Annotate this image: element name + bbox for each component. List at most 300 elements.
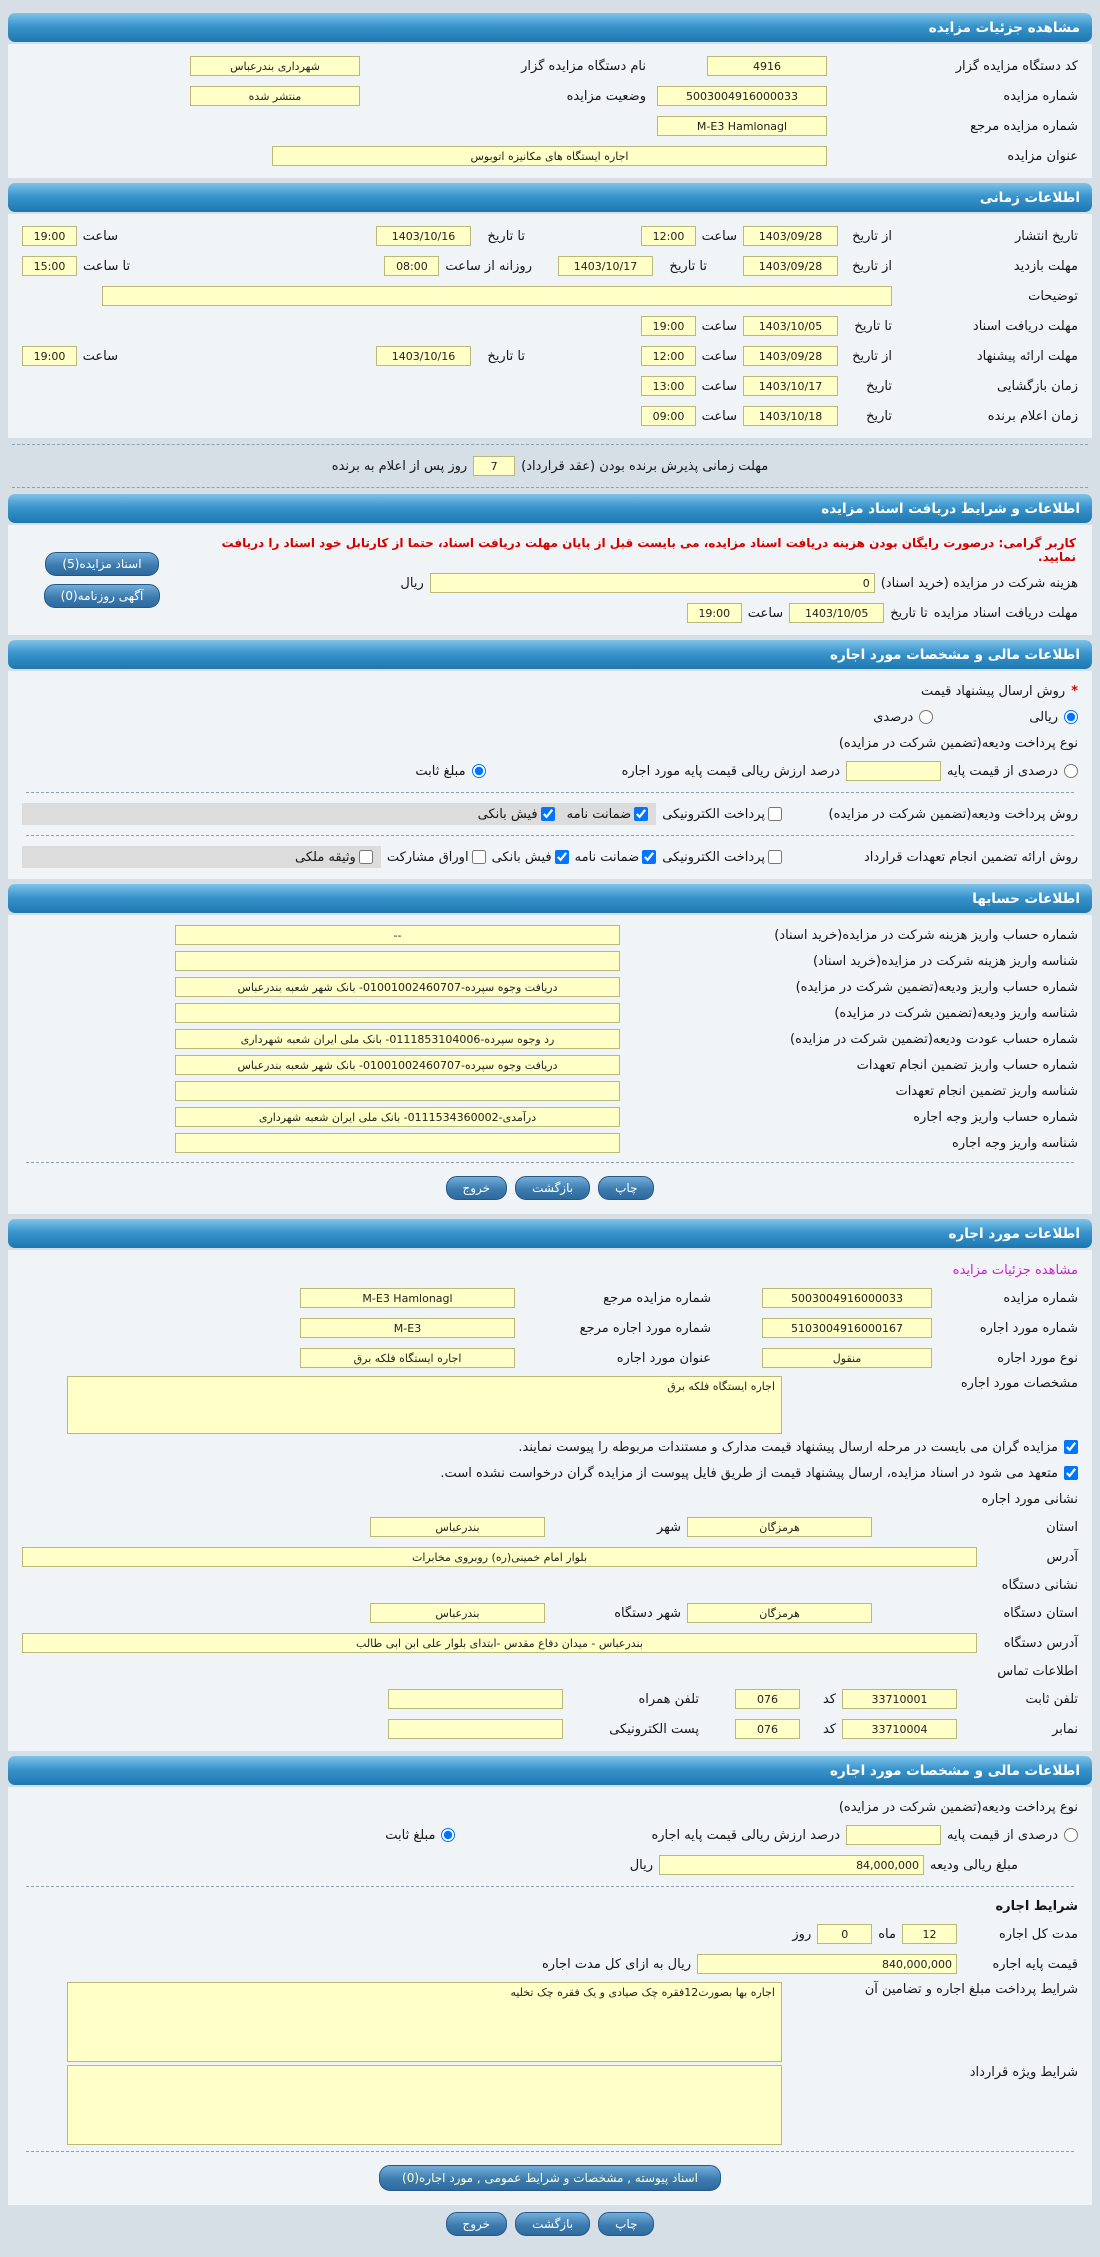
account-field[interactable] bbox=[175, 1029, 620, 1049]
deposit-amount-field[interactable] bbox=[659, 1855, 924, 1875]
lease-item-panel bbox=[8, 1250, 1092, 1751]
pay-method-strip bbox=[22, 803, 656, 825]
offer-to-date-field[interactable] bbox=[376, 346, 471, 366]
divider bbox=[12, 487, 1088, 488]
docs-deadline-label: مهلت دریافت اسناد bbox=[972, 318, 1078, 334]
section-header-lease-item bbox=[8, 1219, 1092, 1248]
doc-deadline-row bbox=[182, 598, 1078, 628]
percent-base-label: درصدی از قیمت پایه bbox=[947, 763, 1058, 779]
rial-option-label: ریالی bbox=[1029, 709, 1058, 725]
item-no-field[interactable] bbox=[762, 1318, 932, 1338]
item-ref-label: شماره مورد اجاره مرجع bbox=[579, 1320, 711, 1336]
required-asterisk: * bbox=[1071, 683, 1078, 699]
publish-from-time-field[interactable] bbox=[641, 226, 696, 246]
account-row bbox=[22, 1104, 1078, 1130]
phone-label: تلفن ثابت bbox=[1025, 1691, 1078, 1707]
bank-slip-checkbox[interactable] bbox=[541, 807, 555, 821]
email-label: پست الکترونیکی bbox=[609, 1721, 699, 1737]
cell bbox=[757, 1288, 932, 1308]
section-title: مشاهده جزئیات مزایده bbox=[928, 19, 1080, 36]
cell bbox=[652, 86, 827, 106]
device-address-title: نشانی دستگاه bbox=[1001, 1577, 1078, 1593]
exit-button[interactable]: خروج bbox=[446, 2212, 508, 2236]
section-title: اطلاعات مورد اجاره bbox=[948, 1225, 1080, 1242]
device-city-field[interactable] bbox=[370, 1603, 545, 1623]
guarantee-letter-label: ضمانت نامه bbox=[566, 806, 632, 822]
auction-ref-field[interactable] bbox=[300, 1288, 515, 1308]
nofile-note-checkbox[interactable] bbox=[1064, 1466, 1078, 1480]
device-province-city-row bbox=[22, 1598, 1078, 1628]
account-label: شماره حساب واریز تضمین انجام تعهدات bbox=[856, 1057, 1078, 1073]
to-date-label: تا تاریخ bbox=[854, 318, 892, 334]
item-specs-row bbox=[22, 1373, 1078, 1434]
winner-announce-row bbox=[22, 401, 1078, 431]
org-name-field[interactable] bbox=[190, 56, 360, 76]
account-row bbox=[22, 922, 1078, 948]
fixed-amount-label: مبلغ ثابت bbox=[415, 763, 466, 779]
ob-bonds-option bbox=[387, 850, 486, 865]
section-header-financial bbox=[8, 640, 1092, 669]
winner-date-field[interactable] bbox=[743, 406, 838, 426]
offer-deadline-row bbox=[22, 341, 1078, 371]
phone-row bbox=[22, 1684, 1078, 1714]
section-header-item-financial bbox=[8, 1756, 1092, 1785]
offer-deadline-label: مهلت ارائه پیشنهاد bbox=[976, 348, 1078, 364]
docs-to-date-field[interactable] bbox=[743, 316, 838, 336]
print-button[interactable]: چاپ bbox=[598, 1176, 654, 1200]
ob-bank-slip-checkbox[interactable] bbox=[555, 850, 569, 864]
auction-status-field[interactable] bbox=[190, 86, 360, 106]
attach-note-text: مزایده گران می بایست در مرحله ارسال پیشنهاد قیمت مدارک و مستندات مربوطه را پیوست نمایند. bbox=[518, 1439, 1058, 1455]
account-label: شناسه واریز تضمین انجام تعهدات bbox=[895, 1083, 1078, 1099]
account-field[interactable] bbox=[175, 1107, 620, 1127]
offer-from-time-field[interactable] bbox=[641, 346, 696, 366]
cell bbox=[22, 256, 130, 276]
offer-from-date-field[interactable] bbox=[743, 346, 838, 366]
address-field[interactable] bbox=[22, 1547, 977, 1567]
payment-terms-textarea[interactable] bbox=[67, 1982, 782, 2062]
section-title: اطلاعات مالی و مشخصات مورد اجاره bbox=[830, 646, 1080, 663]
province-field[interactable] bbox=[687, 1517, 872, 1537]
device-province-label: استان دستگاه bbox=[1003, 1605, 1078, 1621]
divider bbox=[26, 2151, 1074, 2152]
price-method-options-row bbox=[22, 704, 1078, 730]
view-auction-details-link[interactable]: مشاهده جزئیات مزایده bbox=[952, 1262, 1078, 1278]
city-field[interactable] bbox=[370, 1517, 545, 1537]
day-unit-label: روز bbox=[792, 1926, 812, 1942]
hour-label: ساعت bbox=[747, 605, 784, 621]
account-field[interactable] bbox=[175, 977, 620, 997]
form-row bbox=[22, 141, 1078, 171]
item-subject-label: عنوان مورد اجاره bbox=[616, 1350, 711, 1366]
ob-bank-slip-option bbox=[492, 850, 569, 865]
hour-label: ساعت bbox=[701, 228, 737, 244]
cell bbox=[22, 226, 118, 246]
accounts-panel bbox=[8, 915, 1092, 1214]
lease-duration-label: مدت کل اجاره bbox=[998, 1926, 1078, 1942]
fax-field[interactable] bbox=[842, 1719, 957, 1739]
base-price-field[interactable] bbox=[697, 1954, 957, 1974]
section-title: اطلاعات حسابها bbox=[972, 890, 1080, 907]
winner-time-field[interactable] bbox=[641, 406, 696, 426]
opening-time-row bbox=[22, 371, 1078, 401]
ob-guarantee-option bbox=[575, 850, 657, 865]
city-label: شهر bbox=[656, 1519, 681, 1535]
phone-field[interactable] bbox=[842, 1689, 957, 1709]
publish-to-time-field[interactable] bbox=[22, 226, 77, 246]
auction-subject-label: عنوان مزایده bbox=[1007, 148, 1078, 164]
docs-to-time-field[interactable] bbox=[641, 316, 696, 336]
area-code-label: کد bbox=[822, 1721, 836, 1737]
newspaper-ad-button[interactable]: آگهی روزنامه(0) bbox=[44, 584, 161, 608]
notes-field[interactable] bbox=[102, 286, 892, 306]
fax-code-field[interactable] bbox=[735, 1719, 800, 1739]
from-date-label: از تاریخ bbox=[852, 258, 892, 274]
auction-documents-button[interactable]: اسناد مزایده(5) bbox=[45, 552, 158, 576]
item-specs-textarea[interactable] bbox=[67, 1376, 782, 1434]
account-row bbox=[22, 1000, 1078, 1026]
nofile-note-text: متعهد می شود در اسناد مزایده، ارسال پیشنهاد قیمت از طریق فایل پیوست از مزایده گران درخواست نشده است. bbox=[440, 1465, 1058, 1481]
percent-base-radio[interactable] bbox=[1064, 764, 1078, 778]
auction-subject-field[interactable] bbox=[272, 146, 827, 166]
deposit-amount-label: مبلغ ریالی ودیعه bbox=[930, 1857, 1018, 1873]
auction-status-label: وضعیت مزایده bbox=[566, 88, 646, 104]
financial-panel bbox=[8, 671, 1092, 879]
visit-deadline-label: مهلت بازدید bbox=[1013, 258, 1078, 274]
deposit-pay-method-label: روش پرداخت ودیعه(تضمین شرکت در مزایده) bbox=[828, 806, 1078, 822]
auction-ref-label: شماره مزایده مرجع bbox=[970, 118, 1078, 134]
ob-electronic-label: پرداخت الکترونیکی bbox=[662, 849, 765, 865]
item-type-field[interactable] bbox=[762, 1348, 932, 1368]
winner-announce-label: زمان اعلام برنده bbox=[987, 408, 1078, 424]
attachments-button-row bbox=[22, 2158, 1078, 2198]
divider bbox=[26, 792, 1074, 793]
item-address-title: نشانی مورد اجاره bbox=[981, 1491, 1078, 1507]
hour-label: ساعت bbox=[701, 348, 737, 364]
bank-slip-label: فیش بانکی bbox=[477, 806, 538, 822]
hour-label: ساعت bbox=[82, 348, 118, 364]
notes-row bbox=[22, 281, 1078, 311]
form-row bbox=[22, 81, 1078, 111]
percent-base-radio[interactable] bbox=[1064, 1828, 1078, 1842]
fixed-amount-radio[interactable] bbox=[441, 1828, 455, 1842]
section-header-doc-terms bbox=[8, 494, 1092, 523]
account-field[interactable] bbox=[175, 1081, 620, 1101]
electronic-payment-option bbox=[662, 807, 782, 822]
obligation-method-row bbox=[22, 842, 1078, 872]
form-row bbox=[22, 51, 1078, 81]
account-row bbox=[22, 1052, 1078, 1078]
device-city-label: شهر دستگاه bbox=[614, 1605, 681, 1621]
percent-base-desc: درصد ارزش ریالی قیمت پایه مورد اجاره bbox=[621, 763, 841, 779]
section-title: اطلاعات مالی و مشخصات مورد اجاره bbox=[830, 1762, 1080, 1779]
acceptance-deadline-label: مهلت زمانی پذیرش برنده بودن (عقد قرارداد) bbox=[521, 458, 769, 474]
account-label: شناسه واریز وجه اجاره bbox=[952, 1135, 1078, 1151]
account-field[interactable] bbox=[175, 951, 620, 971]
divider bbox=[26, 1886, 1074, 1887]
doc-deadline-date-field[interactable] bbox=[789, 603, 884, 623]
auction-no-label: شماره مزایده bbox=[1003, 1290, 1078, 1306]
nofile-note-row bbox=[22, 1460, 1078, 1486]
account-row bbox=[22, 1026, 1078, 1052]
account-label: شناسه واریز ودیعه(تضمین شرکت در مزایده) bbox=[834, 1005, 1078, 1021]
area-code-label: کد bbox=[822, 1691, 836, 1707]
payment-terms-row bbox=[22, 1979, 1078, 2062]
ob-electronic-option bbox=[662, 850, 782, 865]
cell bbox=[652, 56, 827, 76]
print-button[interactable]: چاپ bbox=[598, 2212, 654, 2236]
payment-terms-label: شرایط پرداخت مبلغ اجاره و تضامین آن bbox=[864, 1982, 1078, 1997]
acceptance-deadline-row bbox=[8, 451, 1092, 481]
ob-electronic-checkbox[interactable] bbox=[768, 850, 782, 864]
divider bbox=[26, 835, 1074, 836]
to-date-label: تا تاریخ bbox=[669, 258, 707, 274]
item-no-label: شماره مورد اجاره bbox=[979, 1320, 1078, 1336]
special-terms-row bbox=[22, 2062, 1078, 2145]
ob-bonds-label: اوراق مشارکت bbox=[386, 849, 469, 865]
price-method-label: روش ارسال پیشنهاد قیمت bbox=[920, 683, 1066, 699]
auction-no-field[interactable] bbox=[657, 86, 827, 106]
opening-time-label: زمان بازگشایی bbox=[997, 378, 1078, 394]
acceptance-suffix-label: روز پس از اعلام به برنده bbox=[331, 458, 468, 474]
fixed-amount-radio[interactable] bbox=[472, 764, 486, 778]
percent-option-label: درصدی bbox=[873, 709, 914, 725]
back-button[interactable]: بازگشت bbox=[515, 1176, 590, 1200]
account-row bbox=[22, 948, 1078, 974]
base-price-label: قیمت پایه اجاره bbox=[992, 1956, 1078, 1972]
fax-row bbox=[22, 1714, 1078, 1744]
form-row bbox=[22, 1313, 1078, 1343]
back-button[interactable]: بازگشت bbox=[515, 2212, 590, 2236]
percent-option bbox=[873, 710, 933, 725]
opening-time-field[interactable] bbox=[641, 376, 696, 396]
account-field[interactable] bbox=[175, 1133, 620, 1153]
percent-base-label: درصدی از قیمت پایه bbox=[947, 1827, 1058, 1843]
deposit-type-label: نوع پرداخت ودیعه(تضمین شرکت در مزایده) bbox=[838, 735, 1078, 751]
to-date-label: تا تاریخ bbox=[890, 605, 928, 621]
item-financial-panel bbox=[8, 1787, 1092, 2205]
item-subject-field[interactable] bbox=[300, 1348, 515, 1368]
auction-no-field[interactable] bbox=[762, 1288, 932, 1308]
hour-label: ساعت bbox=[701, 378, 737, 394]
phone-code-field[interactable] bbox=[735, 1689, 800, 1709]
fax-label: نمابر bbox=[1052, 1721, 1078, 1737]
account-field[interactable] bbox=[175, 1055, 620, 1075]
publish-from-date-field[interactable] bbox=[743, 226, 838, 246]
account-label: شماره حساب واریز هزینه شرکت در مزایده(خرید اسناد) bbox=[774, 927, 1078, 943]
view-details-row bbox=[22, 1257, 1078, 1283]
hour-label: ساعت bbox=[701, 318, 737, 334]
deposit-type-label: نوع پرداخت ودیعه(تضمین شرکت در مزایده) bbox=[838, 1799, 1078, 1815]
cell bbox=[757, 1348, 932, 1368]
publish-date-row bbox=[22, 221, 1078, 251]
deposit-type-options-row bbox=[22, 1820, 1078, 1850]
doc-terms-panel bbox=[8, 525, 1092, 635]
deposit-amount-row bbox=[22, 1850, 1078, 1880]
account-label: شماره حساب واریز ودیعه(تضمین شرکت در مزایده) bbox=[795, 979, 1078, 995]
from-date-label: از تاریخ bbox=[852, 228, 892, 244]
account-field[interactable] bbox=[175, 925, 620, 945]
attachments-button[interactable]: اسناد پیوسته , مشخصات و شرایط عمومی , مورد اجاره(0) bbox=[379, 2165, 721, 2191]
notes-label: توضیحات bbox=[1028, 288, 1078, 304]
rial-unit-label: ریال bbox=[629, 1857, 654, 1873]
section-title: اطلاعات زمانی bbox=[979, 189, 1080, 206]
section-title: اطلاعات و شرایط دریافت اسناد مزایده bbox=[821, 500, 1080, 517]
account-label: شماره حساب واریز وجه اجاره bbox=[913, 1109, 1078, 1125]
lease-days-field[interactable] bbox=[817, 1924, 872, 1944]
device-address-field[interactable] bbox=[22, 1633, 977, 1653]
obligation-strip bbox=[22, 846, 381, 868]
base-price-row bbox=[22, 1949, 1078, 1979]
month-unit-label: ماه bbox=[878, 1926, 896, 1942]
date-label: تاریخ bbox=[866, 408, 892, 424]
account-field[interactable] bbox=[175, 1003, 620, 1023]
item-address-row bbox=[22, 1542, 1078, 1572]
form-row bbox=[22, 1283, 1078, 1313]
publish-to-date-field[interactable] bbox=[376, 226, 471, 246]
item-address-title-row bbox=[22, 1486, 1078, 1512]
account-row bbox=[22, 1130, 1078, 1156]
attach-note-checkbox[interactable] bbox=[1064, 1440, 1078, 1454]
to-date-label: تا تاریخ bbox=[487, 348, 525, 364]
form-row bbox=[22, 111, 1078, 141]
address-label: آدرس bbox=[1046, 1549, 1078, 1565]
account-label: شناسه واریز هزینه شرکت در مزایده(خرید اسناد) bbox=[813, 953, 1078, 969]
deposit-pay-method-row bbox=[22, 799, 1078, 829]
hour-label: ساعت bbox=[701, 408, 737, 424]
email-field[interactable] bbox=[388, 1719, 563, 1739]
action-buttons bbox=[22, 1169, 1078, 1207]
divider bbox=[12, 444, 1088, 445]
doc-terms-content bbox=[182, 532, 1078, 628]
doc-deadline-time-field[interactable] bbox=[687, 603, 742, 623]
auction-no-label: شماره مزایده bbox=[1003, 88, 1078, 104]
doc-buttons bbox=[22, 552, 182, 608]
from-date-label: از تاریخ bbox=[852, 348, 892, 364]
to-hour-label: تا ساعت bbox=[83, 258, 131, 274]
rial-radio[interactable] bbox=[1064, 710, 1078, 724]
fixed-amount-option bbox=[385, 1828, 455, 1843]
visit-to-date-field[interactable] bbox=[558, 256, 653, 276]
deposit-type-label-row bbox=[22, 730, 1078, 756]
hour-label: ساعت bbox=[82, 228, 118, 244]
special-terms-textarea[interactable] bbox=[67, 2065, 782, 2145]
section-header-accounts bbox=[8, 884, 1092, 913]
device-address-row bbox=[22, 1628, 1078, 1658]
section-header-timing bbox=[8, 183, 1092, 212]
rial-unit-label: ریال bbox=[400, 575, 424, 591]
guarantee-letter-option bbox=[567, 807, 649, 822]
doc-fee-field[interactable] bbox=[430, 573, 875, 593]
item-type-label: نوع مورد اجاره bbox=[997, 1350, 1078, 1366]
ob-guarantee-checkbox[interactable] bbox=[642, 850, 656, 864]
deposit-type-options-row bbox=[22, 756, 1078, 786]
price-method-label-row bbox=[22, 678, 1078, 704]
exit-button[interactable]: خروج bbox=[446, 1176, 508, 1200]
percent-base-field[interactable] bbox=[846, 761, 941, 781]
contact-title: اطلاعات تماس bbox=[997, 1663, 1078, 1679]
electronic-payment-label: پرداخت الکترونیکی bbox=[662, 806, 765, 822]
doc-deadline-label: مهلت دریافت اسناد مزایده bbox=[933, 605, 1078, 621]
mobile-label: تلفن همراه bbox=[638, 1691, 699, 1707]
lease-terms-title-row bbox=[22, 1893, 1078, 1919]
offer-to-time-field[interactable] bbox=[22, 346, 77, 366]
device-province-field[interactable] bbox=[687, 1603, 872, 1623]
item-province-city-row bbox=[22, 1512, 1078, 1542]
percent-base-desc: درصد ارزش ریالی قیمت پایه اجاره bbox=[651, 1827, 841, 1843]
contact-title-row bbox=[22, 1658, 1078, 1684]
cell bbox=[22, 346, 118, 366]
obligation-method-label: روش ارائه تضمین انجام تعهدات قرارداد bbox=[863, 849, 1078, 865]
rial-option bbox=[1029, 710, 1078, 725]
percent-radio[interactable] bbox=[919, 710, 933, 724]
cell bbox=[757, 1318, 932, 1338]
base-price-suffix: ریال به ازای کل مدت اجاره bbox=[542, 1956, 691, 1972]
auction-details-panel bbox=[8, 44, 1092, 178]
special-terms-label: شرایط ویژه قرارداد bbox=[969, 2065, 1078, 2080]
action-buttons bbox=[8, 2205, 1092, 2243]
opening-date-field[interactable] bbox=[743, 376, 838, 396]
fixed-amount-label: مبلغ ثابت bbox=[385, 1827, 436, 1843]
ob-estate-checkbox[interactable] bbox=[359, 850, 373, 864]
item-ref-field[interactable] bbox=[300, 1318, 515, 1338]
publish-date-label: تاریخ انتشار bbox=[1015, 228, 1078, 244]
item-specs-label: مشخصات مورد اجاره bbox=[960, 1376, 1078, 1391]
bank-slip-option bbox=[478, 807, 555, 822]
divider bbox=[26, 1162, 1074, 1163]
electronic-payment-checkbox[interactable] bbox=[768, 807, 782, 821]
lease-terms-title: شرایط اجاره bbox=[995, 1898, 1078, 1914]
mobile-field[interactable] bbox=[388, 1689, 563, 1709]
form-row bbox=[22, 1343, 1078, 1373]
deposit-type-label-row bbox=[22, 1794, 1078, 1820]
auction-ref-field[interactable] bbox=[657, 116, 827, 136]
docs-deadline-row bbox=[22, 311, 1078, 341]
device-code-field[interactable] bbox=[707, 56, 827, 76]
fixed-amount-option bbox=[415, 764, 485, 779]
lease-months-field[interactable] bbox=[902, 1924, 957, 1944]
date-label: تاریخ bbox=[866, 378, 892, 394]
doc-fee-row bbox=[182, 568, 1078, 598]
acceptance-days-field[interactable] bbox=[473, 456, 515, 476]
visit-daily-to-field[interactable] bbox=[22, 256, 77, 276]
auction-ref-label: شماره مزایده مرجع bbox=[603, 1290, 711, 1306]
attach-note-row bbox=[22, 1434, 1078, 1460]
guarantee-letter-checkbox[interactable] bbox=[634, 807, 648, 821]
ob-estate-label: وثیقه ملکی bbox=[295, 849, 356, 865]
daily-from-hour-label: روزانه از ساعت bbox=[445, 258, 532, 274]
ob-guarantee-label: ضمانت نامه bbox=[574, 849, 640, 865]
ob-bonds-checkbox[interactable] bbox=[472, 850, 486, 864]
lease-duration-row bbox=[22, 1919, 1078, 1949]
free-docs-warning: کاربر گرامی: درصورت رایگان بودن هزینه دریافت اسناد مزایده، می بایست قبل از پایان مهلت دریافت اسناد، حتما از کارتابل خود اسناد را دریافت نمایید. bbox=[221, 536, 1076, 564]
ob-estate-option bbox=[295, 850, 373, 865]
visit-from-date-field[interactable] bbox=[743, 256, 838, 276]
device-address-title-row bbox=[22, 1572, 1078, 1598]
doc-fee-label: هزینه شرکت در مزایده (خرید اسناد) bbox=[880, 575, 1078, 591]
account-row bbox=[22, 974, 1078, 1000]
visit-daily-from-field[interactable] bbox=[384, 256, 439, 276]
account-label: شماره حساب عودت ودیعه(تضمین شرکت در مزایده) bbox=[790, 1031, 1078, 1047]
province-label: استان bbox=[1046, 1519, 1078, 1535]
ob-bank-slip-label: فیش بانکی bbox=[491, 849, 552, 865]
device-code-label: کد دستگاه مزایده گزار bbox=[955, 58, 1078, 74]
percent-base-field[interactable] bbox=[846, 1825, 941, 1845]
to-date-label: تا تاریخ bbox=[487, 228, 525, 244]
device-address-label: آدرس دستگاه bbox=[1003, 1635, 1078, 1651]
account-row bbox=[22, 1078, 1078, 1104]
org-name-label: نام دستگاه مزایده گزار bbox=[521, 58, 646, 74]
